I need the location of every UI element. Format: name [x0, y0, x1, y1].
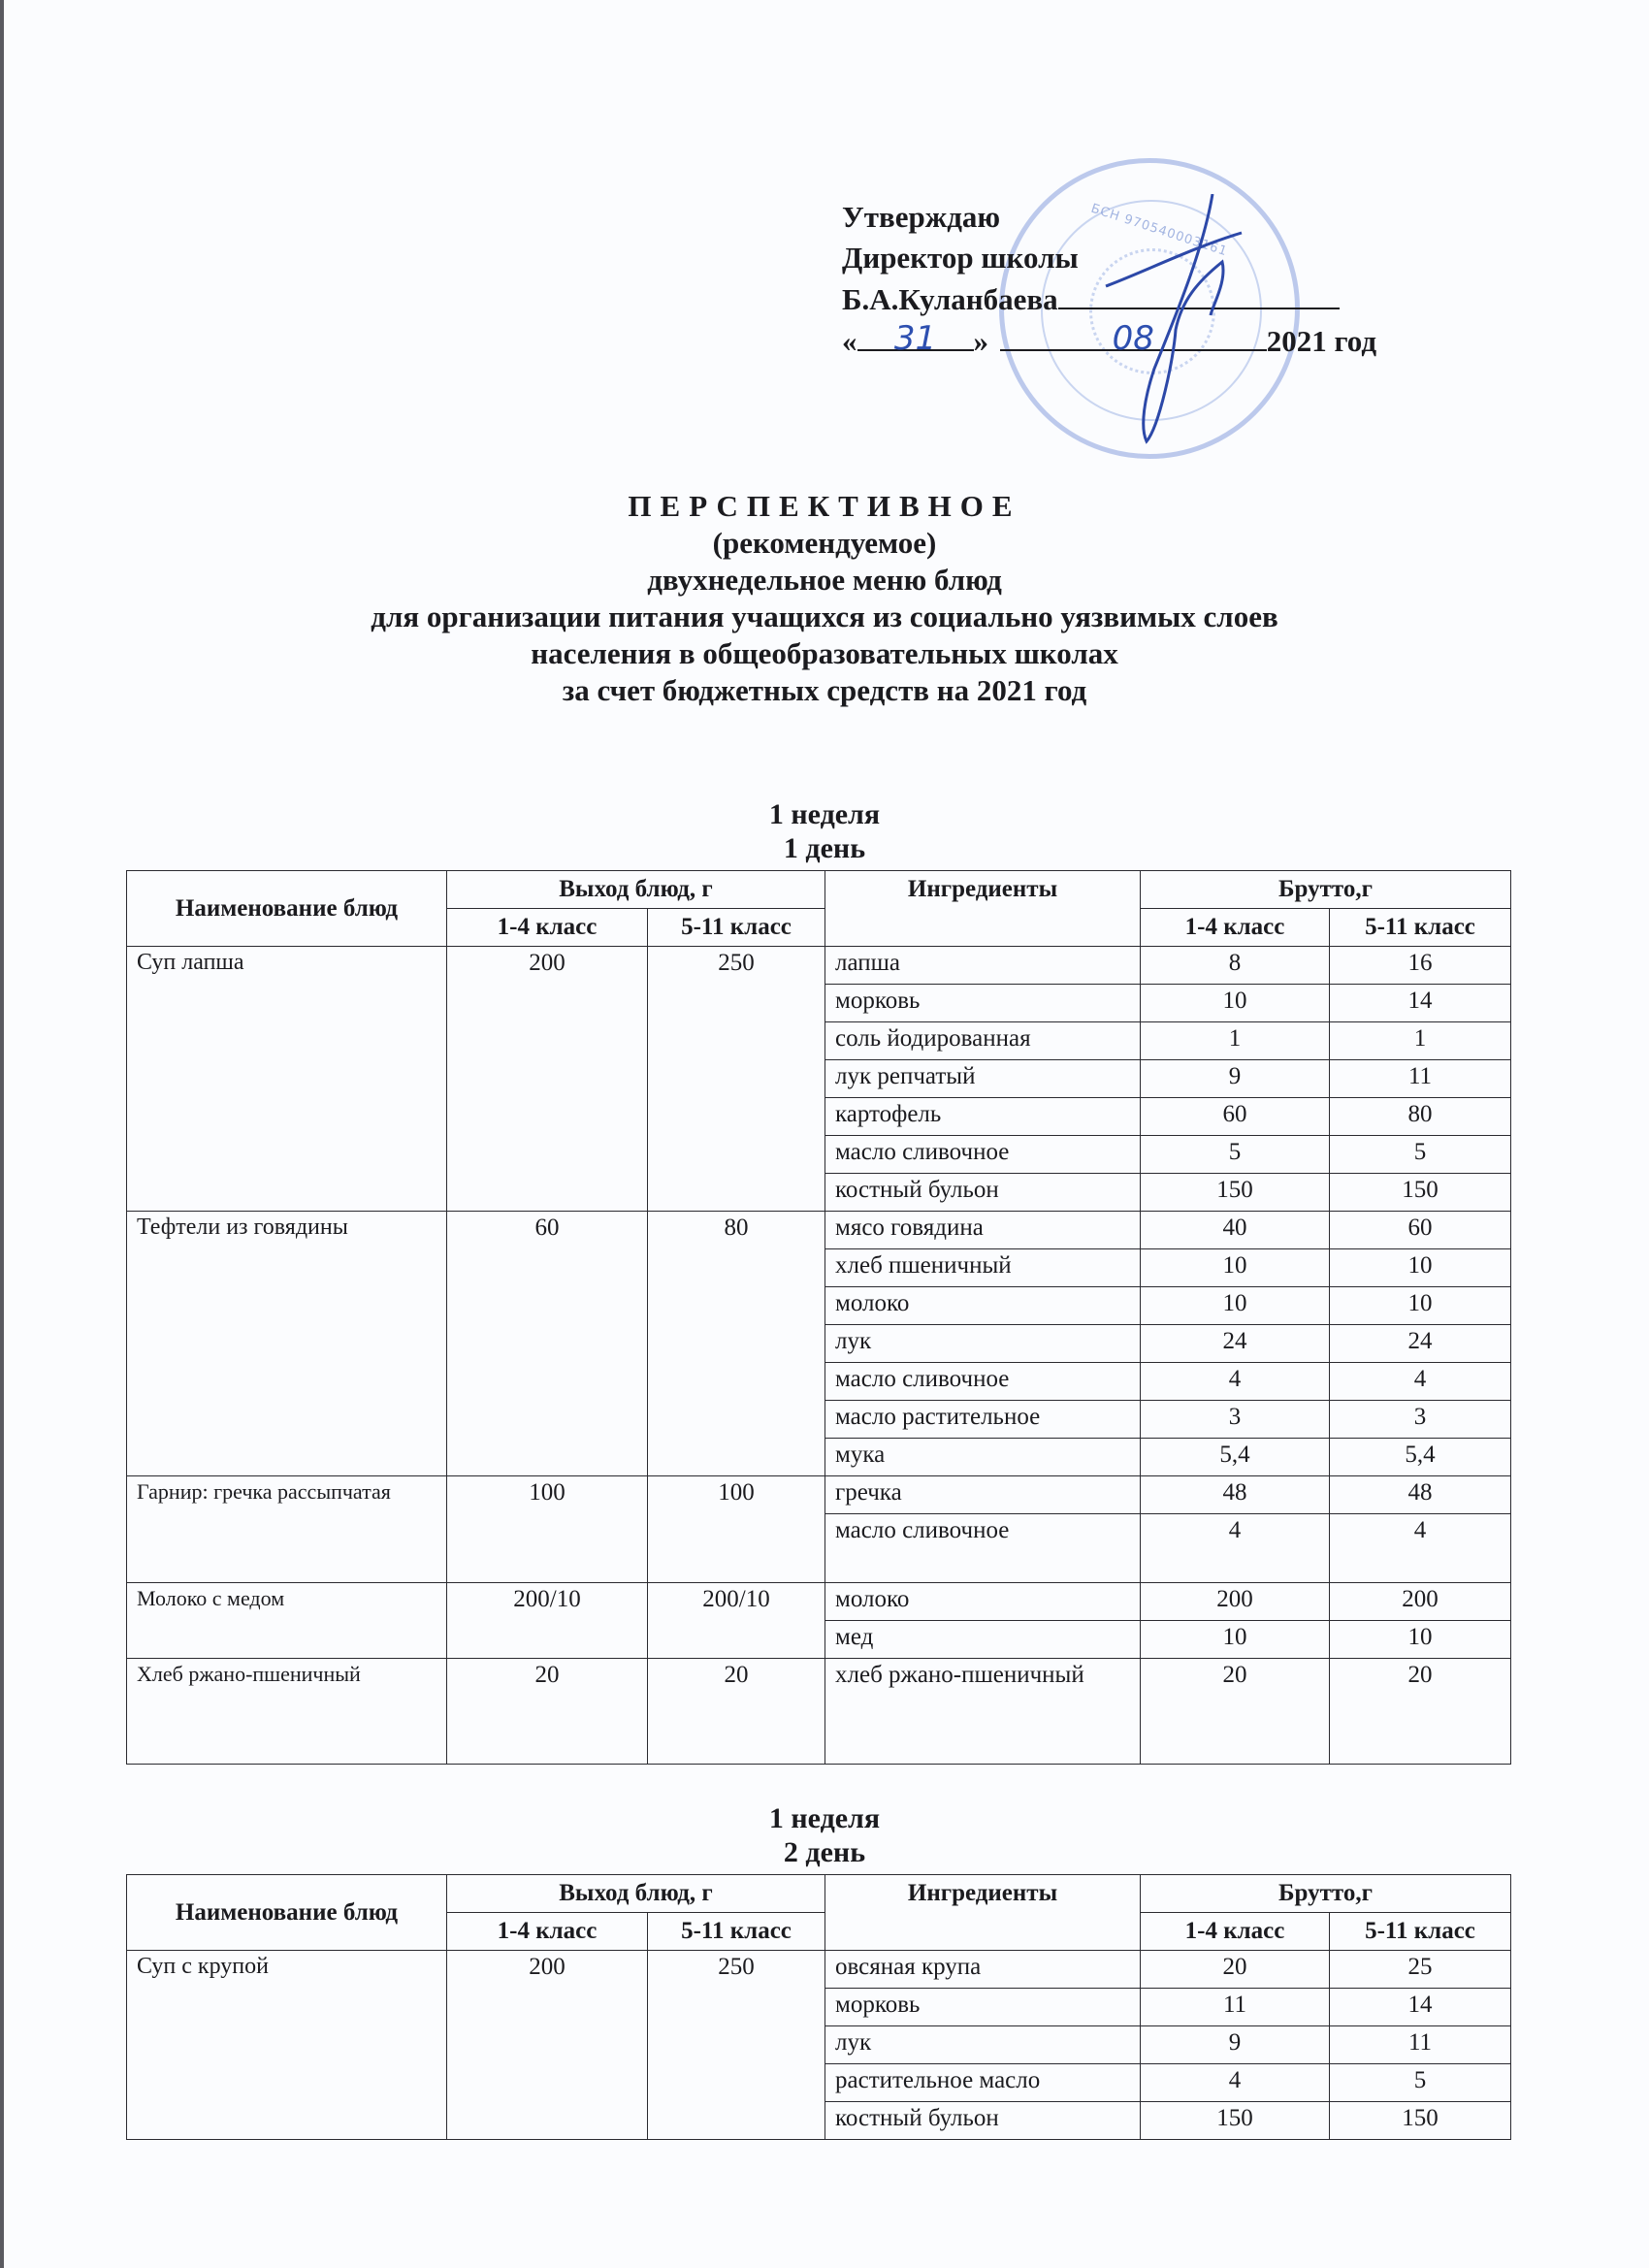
- dish-name: Суп лапша: [127, 947, 447, 1212]
- ingredient-gross-1-4: 20: [1141, 1951, 1330, 1989]
- header-ingredients: Ингредиенты: [825, 1875, 1141, 1951]
- table-row: [127, 1583, 1511, 1621]
- ingredient-gross-5-11: 3: [1330, 1401, 1511, 1439]
- header-output: Выход блюд, г: [447, 871, 825, 909]
- dish-output-1-4: 60: [447, 1212, 648, 1476]
- header-gross-1-4: 1-4 класс: [1141, 1913, 1330, 1951]
- ingredient-gross-5-11: 14: [1330, 1989, 1511, 2026]
- title-main: ПЕРСПЕКТИВНОЕ: [628, 489, 1021, 523]
- dish-output-5-11: 100: [648, 1476, 825, 1583]
- ingredient-name: хлеб пшеничный: [825, 1249, 1141, 1287]
- title-sub-1: (рекомендуемое): [712, 526, 937, 560]
- date-year: 2021 год: [1266, 324, 1377, 358]
- ingredient-gross-5-11: 20: [1330, 1659, 1511, 1765]
- ingredient-name: масло сливочное: [825, 1136, 1141, 1174]
- ingredient-gross-5-11: 4: [1330, 1363, 1511, 1401]
- ingredient-gross-1-4: 4: [1141, 1514, 1330, 1583]
- week-label: 1 неделя: [768, 1802, 881, 1834]
- ingredient-name: морковь: [825, 985, 1141, 1022]
- ingredient-name: молоко: [825, 1583, 1141, 1621]
- day-label: 2 день: [783, 1836, 866, 1868]
- ingredient-gross-1-4: 150: [1141, 2102, 1330, 2140]
- ingredient-gross-5-11: 16: [1330, 947, 1511, 985]
- date-month: 08: [1112, 319, 1154, 358]
- header-gross-5-11: 5-11 класс: [1330, 1913, 1511, 1951]
- dish-output-1-4: 200: [447, 1951, 648, 2140]
- header-gross: Брутто,г: [1141, 871, 1511, 909]
- header-gross-1-4: 1-4 класс: [1141, 909, 1330, 947]
- ingredient-gross-1-4: 1: [1141, 1022, 1330, 1060]
- ingredient-gross-5-11: 10: [1330, 1621, 1511, 1659]
- ingredient-name: растительное масло: [825, 2064, 1141, 2102]
- ingredient-gross-1-4: 24: [1141, 1325, 1330, 1363]
- ingredient-name: молоко: [825, 1287, 1141, 1325]
- header-output-1-4: 1-4 класс: [447, 1913, 648, 1951]
- ingredient-name: хлеб ржано-пшеничный: [825, 1659, 1141, 1765]
- ingredient-gross-5-11: 10: [1330, 1287, 1511, 1325]
- dish-output-1-4: 200: [447, 947, 648, 1212]
- dish-output-1-4: 100: [447, 1476, 648, 1583]
- ingredient-name: мясо говядина: [825, 1212, 1141, 1249]
- menu-table-day-1: [126, 870, 1511, 1765]
- table-row: [127, 1951, 1511, 1989]
- table-row: [127, 1476, 1511, 1514]
- ingredient-gross-5-11: 5: [1330, 1136, 1511, 1174]
- header-gross: Брутто,г: [1141, 1875, 1511, 1913]
- ingredient-gross-1-4: 10: [1141, 1621, 1330, 1659]
- ingredient-gross-5-11: 200: [1330, 1583, 1511, 1621]
- header-output-5-11: 5-11 класс: [648, 1913, 825, 1951]
- ingredient-gross-5-11: 150: [1330, 2102, 1511, 2140]
- ingredient-gross-1-4: 20: [1141, 1659, 1330, 1765]
- menu-table-day-2: [126, 1874, 1511, 2140]
- ingredient-gross-1-4: 10: [1141, 985, 1330, 1022]
- date-day-field: [857, 319, 974, 358]
- ingredient-gross-5-11: 1: [1330, 1022, 1511, 1060]
- date-day: 31: [893, 319, 937, 358]
- title-sub-4: населения в общеобразовательных школах: [531, 636, 1118, 670]
- ingredient-gross-5-11: 150: [1330, 1174, 1511, 1212]
- ingredient-gross-1-4: 10: [1141, 1249, 1330, 1287]
- ingredient-gross-1-4: 150: [1141, 1174, 1330, 1212]
- ingredient-gross-1-4: 8: [1141, 947, 1330, 985]
- ingredient-gross-1-4: 5,4: [1141, 1439, 1330, 1476]
- ingredient-name: соль йодированная: [825, 1022, 1141, 1060]
- table-row: [127, 947, 1511, 985]
- dish-output-5-11: 250: [648, 947, 825, 1212]
- dish-output-5-11: 200/10: [648, 1583, 825, 1659]
- ingredient-name: лук репчатый: [825, 1060, 1141, 1098]
- day-label: 1 день: [783, 832, 866, 864]
- date-close-quote: »: [973, 324, 988, 358]
- ingredient-name: картофель: [825, 1098, 1141, 1136]
- ingredient-name: масло растительное: [825, 1401, 1141, 1439]
- ingredient-gross-1-4: 9: [1141, 1060, 1330, 1098]
- dish-output-1-4: 20: [447, 1659, 648, 1765]
- ingredient-name: морковь: [825, 1989, 1141, 2026]
- title-sub-5: за счет бюджетных средств на 2021 год: [562, 673, 1087, 707]
- day-2-heading: [0, 1801, 1649, 1869]
- dish-name: Тефтели из говядины: [127, 1212, 447, 1476]
- ingredient-gross-5-11: 48: [1330, 1476, 1511, 1514]
- header-output: Выход блюд, г: [447, 1875, 825, 1913]
- ingredient-gross-5-11: 11: [1330, 2026, 1511, 2064]
- ingredient-gross-5-11: 4: [1330, 1514, 1511, 1583]
- ingredient-gross-1-4: 40: [1141, 1212, 1330, 1249]
- table-row: [127, 1212, 1511, 1249]
- dish-output-5-11: 20: [648, 1659, 825, 1765]
- ingredient-gross-1-4: 4: [1141, 2064, 1330, 2102]
- ingredient-gross-1-4: 4: [1141, 1363, 1330, 1401]
- ingredient-name: овсяная крупа: [825, 1951, 1141, 1989]
- ingredient-name: мед: [825, 1621, 1141, 1659]
- dish-name: Хлеб ржано-пшеничный: [127, 1659, 447, 1765]
- title-sub-3: для организации питания учащихся из социально уязвимых слоев: [371, 599, 1278, 633]
- ingredient-gross-5-11: 14: [1330, 985, 1511, 1022]
- ingredient-name: костный бульон: [825, 2102, 1141, 2140]
- dish-name: Суп с крупой: [127, 1951, 447, 2140]
- header-dish-name: Наименование блюд: [127, 1875, 447, 1951]
- week-label: 1 неделя: [768, 798, 881, 830]
- ingredient-gross-5-11: 5,4: [1330, 1439, 1511, 1476]
- ingredient-name: лук: [825, 2026, 1141, 2064]
- ingredient-gross-5-11: 5: [1330, 2064, 1511, 2102]
- signature-icon: [1067, 194, 1261, 446]
- ingredient-name: костный бульон: [825, 1174, 1141, 1212]
- day-1-heading: [0, 797, 1649, 865]
- ingredient-name: мука: [825, 1439, 1141, 1476]
- header-gross-5-11: 5-11 класс: [1330, 909, 1511, 947]
- title-sub-2: двухнедельное меню блюд: [647, 563, 1002, 597]
- ingredient-name: лук: [825, 1325, 1141, 1363]
- ingredient-name: масло сливочное: [825, 1363, 1141, 1401]
- approval-position: Директор школы: [842, 241, 1079, 275]
- ingredient-gross-5-11: 24: [1330, 1325, 1511, 1363]
- dish-output-1-4: 200/10: [447, 1583, 648, 1659]
- dish-name: Гарнир: гречка рассыпчатая: [127, 1476, 447, 1583]
- date-open-quote: «: [842, 324, 857, 358]
- dish-output-5-11: 250: [648, 1951, 825, 2140]
- dish-output-5-11: 80: [648, 1212, 825, 1476]
- ingredient-name: масло сливочное: [825, 1514, 1141, 1583]
- ingredient-gross-1-4: 9: [1141, 2026, 1330, 2064]
- header-dish-name: Наименование блюд: [127, 871, 447, 947]
- ingredient-gross-5-11: 11: [1330, 1060, 1511, 1098]
- ingredient-gross-5-11: 80: [1330, 1098, 1511, 1136]
- ingredient-gross-1-4: 3: [1141, 1401, 1330, 1439]
- ingredient-name: лапша: [825, 947, 1141, 985]
- approval-title: Утверждаю: [842, 200, 1001, 234]
- approval-signer-name: Б.А.Куланбаева: [842, 282, 1058, 316]
- dish-name: Молоко с медом: [127, 1583, 447, 1659]
- ingredient-name: гречка: [825, 1476, 1141, 1514]
- ingredient-gross-5-11: 60: [1330, 1212, 1511, 1249]
- ingredient-gross-1-4: 60: [1141, 1098, 1330, 1136]
- ingredient-gross-1-4: 5: [1141, 1136, 1330, 1174]
- table-row: [127, 1659, 1511, 1765]
- header-output-1-4: 1-4 класс: [447, 909, 648, 947]
- ingredient-gross-1-4: 200: [1141, 1583, 1330, 1621]
- document-title: [0, 488, 1649, 709]
- ingredient-gross-1-4: 48: [1141, 1476, 1330, 1514]
- scan-edge: [0, 0, 4, 2268]
- stamp-text: БСН 970540003161: [1088, 201, 1230, 260]
- header-output-5-11: 5-11 класс: [648, 909, 825, 947]
- ingredient-gross-1-4: 10: [1141, 1287, 1330, 1325]
- ingredient-gross-5-11: 10: [1330, 1249, 1511, 1287]
- ingredient-gross-5-11: 25: [1330, 1951, 1511, 1989]
- header-ingredients: Ингредиенты: [825, 871, 1141, 947]
- ingredient-gross-1-4: 11: [1141, 1989, 1330, 2026]
